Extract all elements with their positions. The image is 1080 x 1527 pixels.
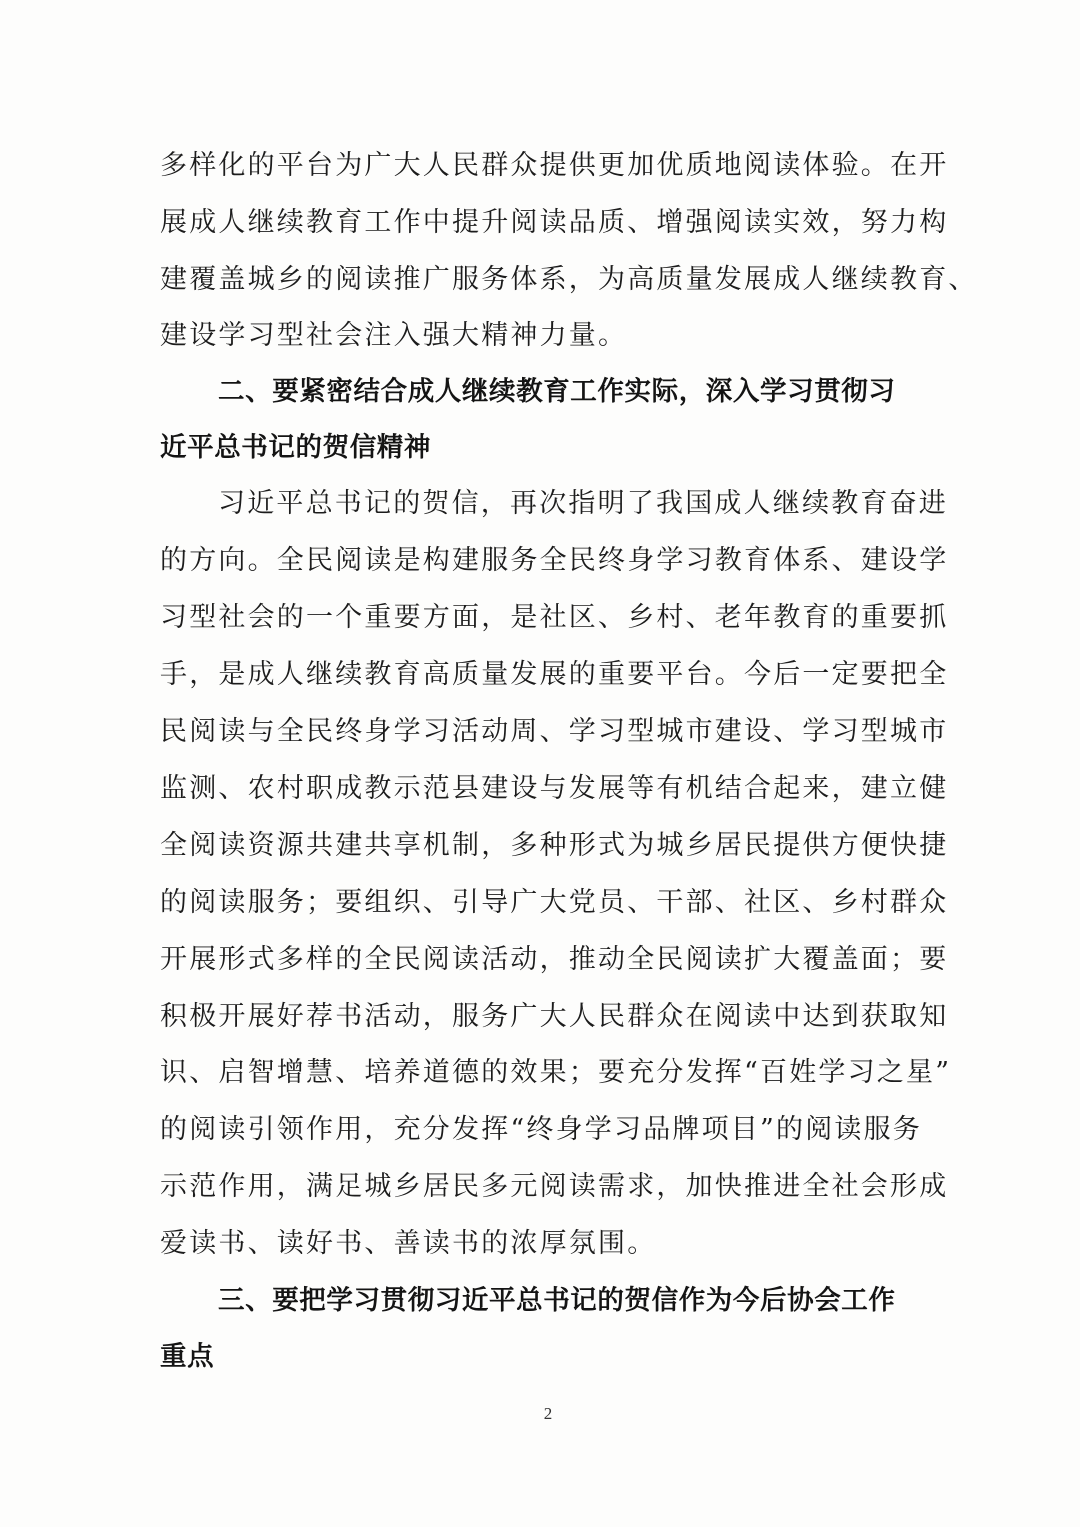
- body-text-line: 示范作用，满足城乡居民多元阅读需求，加快推进全社会形成: [160, 1171, 949, 1202]
- body-text-line: 的阅读引领作用，充分发挥“终身学习品牌项目”的阅读服务: [160, 1114, 923, 1145]
- body-text-line: 多样化的平台为广大人民群众提供更加优质地阅读体验。在开: [160, 150, 949, 181]
- body-text-line: 习型社会的一个重要方面，是社区、乡村、老年教育的重要抓: [160, 602, 949, 633]
- body-text-line: 开展形式多样的全民阅读活动，推动全民阅读扩大覆盖面；要: [160, 944, 949, 975]
- body-text-line: 建覆盖城乡的阅读推广服务体系，为高质量发展成人继续教育、: [160, 264, 978, 295]
- body-text-line: 习近平总书记的贺信，再次指明了我国成人继续教育奋进: [218, 488, 948, 519]
- body-text-line: 建设学习型社会注入强大精神力量。: [160, 320, 628, 351]
- body-text-line: 监测、农村职成教示范县建设与发展等有机结合起来，建立健: [160, 773, 949, 804]
- section-heading-3: 三、要把学习贯彻习近平总书记的贺信作为今后协会工作: [218, 1285, 896, 1316]
- body-text-line: 民阅读与全民终身学习活动周、学习型城市建设、学习型城市: [160, 716, 949, 747]
- body-text-line: 展成人继续教育工作中提升阅读品质、增强阅读实效，努力构: [160, 207, 949, 238]
- body-text-line: 手，是成人继续教育高质量发展的重要平台。今后一定要把全: [160, 659, 949, 690]
- section-heading-2-cont: 近平总书记的贺信精神: [160, 432, 431, 463]
- body-text-line: 识、启智增慧、培养道德的效果；要充分发挥“百姓学习之星”: [160, 1057, 952, 1088]
- section-heading-2: 二、要紧密结合成人继续教育工作实际，深入学习贯彻习: [218, 376, 896, 407]
- body-text-line: 积极开展好荐书活动，服务广大人民群众在阅读中达到获取知: [160, 1001, 949, 1032]
- body-text-line: 的阅读服务；要组织、引导广大党员、干部、社区、乡村群众: [160, 887, 949, 918]
- page-number: 2: [543, 1404, 553, 1423]
- body-text-line: 的方向。全民阅读是构建服务全民终身学习教育体系、建设学: [160, 545, 949, 576]
- section-heading-3-cont: 重点: [160, 1341, 215, 1372]
- body-text-line: 爱读书、读好书、善读书的浓厚氛围。: [160, 1228, 657, 1259]
- body-text-line: 全阅读资源共建共享机制，多种形式为城乡居民提供方便快捷: [160, 830, 949, 861]
